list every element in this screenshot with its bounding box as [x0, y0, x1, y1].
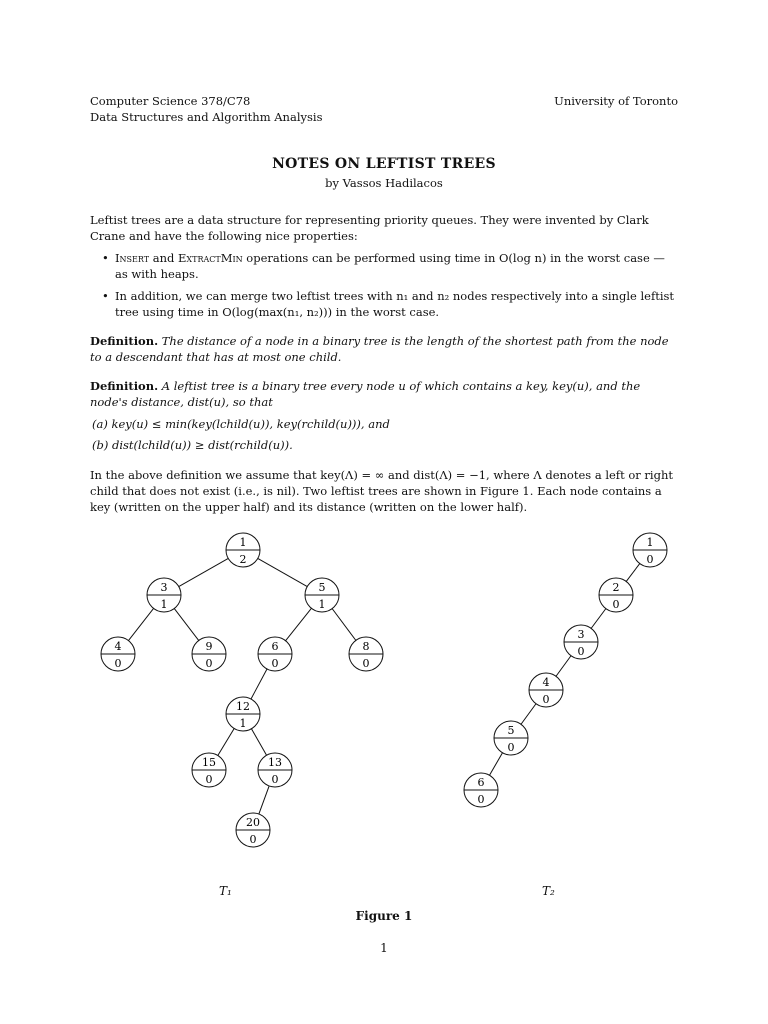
bullet-item-insert-extract — [102, 250, 678, 282]
tree-node-key: 5 — [507, 724, 515, 737]
condition-b: (b) dist(lchild(u)) ≥ dist(rchild(u)). — [92, 438, 293, 452]
intro-paragraph: Leftist trees are a data structure for representing priority queues. They were invented by Clark Crane and have the following nice properties: — [90, 213, 649, 243]
tree-node-key: 1 — [646, 536, 654, 549]
tree-node — [529, 673, 563, 707]
tree-node-key: 4 — [114, 640, 122, 653]
tree-node-distance: 0 — [205, 773, 213, 786]
course-name: Computer Science 378/C78 — [90, 94, 251, 108]
tree-edge — [332, 609, 356, 641]
tree-node — [464, 773, 498, 807]
tree-node-distance: 0 — [612, 598, 620, 611]
tree-edge — [259, 786, 269, 814]
definition-label: Definition. — [90, 379, 159, 393]
definition-text: A leftist tree is a binary tree every node u of which contains a key, key(u), and the node's distance, dist(u), so that — [90, 379, 641, 409]
tree-edge — [251, 729, 266, 755]
tree-node-distance: 0 — [271, 657, 279, 670]
tree-node — [599, 578, 633, 612]
tree-edge — [174, 609, 198, 641]
bullet-dot-icon: • — [102, 289, 109, 303]
tree-node — [494, 721, 528, 755]
tree-node-distance: 0 — [271, 773, 279, 786]
extractmin-op: ExtractMin — [178, 251, 243, 265]
bullet-dot-icon: • — [102, 251, 109, 265]
definition-label: Definition. — [90, 334, 159, 348]
tree-node-distance: 0 — [205, 657, 213, 670]
definition-leftist-tree — [90, 378, 678, 410]
tree-edge — [179, 558, 228, 586]
tree-node-key: 8 — [362, 640, 370, 653]
tree-node-key: 6 — [477, 776, 485, 789]
page-number: 1 — [380, 941, 388, 955]
tree-node-key: 3 — [577, 628, 585, 641]
tree-node — [305, 578, 339, 612]
tree-edge — [286, 608, 312, 640]
tree-node-distance: 0 — [646, 553, 654, 566]
tree-node — [226, 533, 260, 567]
tree-node-distance: 0 — [542, 693, 550, 706]
tree-node-key: 2 — [612, 581, 620, 594]
tree-node-distance: 1 — [239, 717, 247, 730]
tree-node-key: 3 — [160, 581, 168, 594]
assumption-paragraph: In the above definition we assume that key(Λ) = ∞ and dist(Λ) = −1, where Λ denotes a left or right child that does not exist (i.e., is nil). Two leftist trees are shown in Figure 1. Each node contains a key (written on the upper half) and its distance (written on the lower half). — [90, 468, 673, 514]
bullet-item-merge — [102, 288, 678, 320]
definition-text: The distance of a node in a binary tree is the length of the shortest path from the node to a descendant that has at most one child. — [90, 334, 669, 364]
insert-op: Insert — [115, 251, 150, 265]
university-name: University of Toronto — [554, 94, 678, 108]
bullet-text — [115, 250, 678, 282]
definition-distance — [90, 333, 678, 365]
tree-node — [236, 813, 270, 847]
tree-edge — [258, 558, 307, 586]
tree-edge — [489, 753, 502, 776]
tree-edge — [556, 656, 571, 677]
tree-node-distance: 0 — [477, 793, 485, 806]
tree-label-t1: T₁ — [219, 884, 232, 898]
bullet-rest: operations can be performed using time in O(log n) in the worst case — as with heaps. — [115, 251, 665, 281]
tree-node — [226, 697, 260, 731]
tree-node-key: 1 — [239, 536, 247, 549]
tree-node-key: 5 — [318, 581, 326, 594]
tree-node — [192, 637, 226, 671]
tree-node-distance: 0 — [507, 741, 515, 754]
page-title: NOTES ON LEFTIST TREES — [272, 156, 496, 172]
tree-node — [101, 637, 135, 671]
tree-node-key: 12 — [236, 700, 250, 713]
author-line: by Vassos Hadilacos — [325, 176, 443, 190]
tree-node-distance: 0 — [362, 657, 370, 670]
tree-node-key: 6 — [271, 640, 279, 653]
figure-trees — [0, 520, 768, 880]
tree-label-t2: T₂ — [542, 884, 555, 898]
tree-edge — [251, 669, 267, 699]
condition-a: (a) key(u) ≤ min(key(lchild(u)), key(rchild(u))), and — [92, 417, 390, 431]
tree-node-distance: 1 — [318, 598, 326, 611]
tree-edge — [218, 729, 234, 756]
tree-node-distance: 1 — [160, 598, 168, 611]
tree-node-distance: 2 — [239, 553, 247, 566]
tree-node — [349, 637, 383, 671]
tree-edge — [128, 608, 153, 640]
course-subject: Data Structures and Algorithm Analysis — [90, 110, 323, 124]
tree-node — [147, 578, 181, 612]
bullet-text: In addition, we can merge two leftist trees with n₁ and n₂ nodes respectively into a single leftist tree using time in O(log(max(n₁, n₂))) in the worst case. — [115, 289, 675, 319]
tree-node-key: 4 — [542, 676, 550, 689]
and-text: and — [149, 251, 179, 265]
tree-edge — [626, 564, 640, 582]
tree-node — [192, 753, 226, 787]
tree-node — [258, 753, 292, 787]
tree-node — [258, 637, 292, 671]
tree-node-distance: 0 — [114, 657, 122, 670]
tree-edge — [521, 704, 536, 725]
tree-edge — [591, 609, 606, 629]
figure-caption: Figure 1 — [355, 909, 413, 923]
tree-node-distance: 0 — [577, 645, 585, 658]
tree-node-distance: 0 — [249, 833, 257, 846]
tree-node — [564, 625, 598, 659]
tree-node-key: 15 — [202, 756, 216, 769]
tree-node-key: 9 — [205, 640, 213, 653]
tree-node-key: 13 — [268, 756, 282, 769]
tree-node — [633, 533, 667, 567]
tree-node-key: 20 — [246, 816, 260, 829]
